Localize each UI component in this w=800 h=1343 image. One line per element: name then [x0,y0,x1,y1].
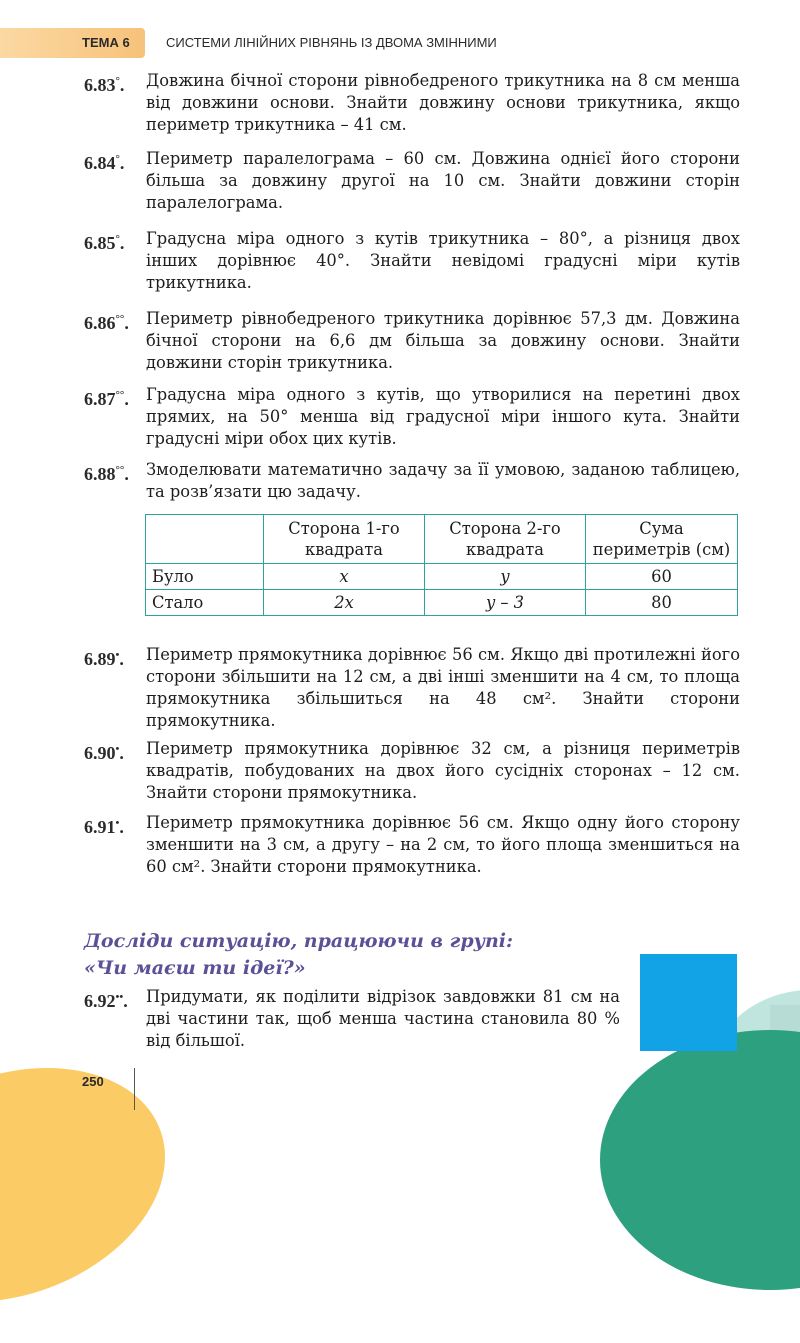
problem-6-84: 6.84°. Периметр паралелограма – 60 см. Довжина однієї його сторони більша за довжину другої на 10 см. Знайти довжини сторін паралелограма. [84,149,740,212]
difficulty-mark: • [115,743,120,755]
research-heading-line2: «Чи маєш ти ідеї?» [84,957,306,979]
header-title: СИСТЕМИ ЛІНІЙНИХ РІВНЯНЬ ІЗ ДВОМА ЗМІННИМИ [166,35,497,50]
problem-number: 6.87 [84,389,116,409]
problem-6-83: 6.83°. Довжина бічної сторони рівнобедреного трикутника на 8 см менша від довжини основи. Знайти довжину основи трикутника, якщо периметр трикутника – 41 см. [84,71,740,134]
difficulty-mark: • [115,817,120,829]
problem-text: Периметр прямокутника дорівнює 56 см. Якщо одну його сторону зменшити на 3 см, а другу – на 2 см, то його площа зменшиться на 60 см². Знайти сторони прямокутника. [146,813,740,876]
problem-text: Придумати, як поділити відрізок завдовжки 81 см на дві частини так, щоб менша частина становила 80 % від більшої. [146,987,620,1050]
problem-6-90: 6.90•. Периметр прямокутника дорівнює 32 см, а різниця периметрів квадратів, побудованих на двох його сусідніх сторонах – 12 см. Знайти сторони прямокутника. [84,739,740,802]
page-number-divider [134,1068,135,1110]
difficulty-mark: °° [115,464,125,476]
table-header-cell: Сторона 1-го квадрата [264,515,425,564]
problem-number: 6.84 [84,153,116,173]
problem-text: Периметр паралелограма – 60 см. Довжина однієї його сторони більша за довжину другої на 10 см. Знайти довжини сторін паралелограма. [146,149,740,212]
difficulty-mark: • [115,649,120,661]
problem-number: 6.90 [84,743,116,763]
difficulty-mark: ° [115,75,120,87]
problem-text: Довжина бічної сторони рівнобедреного трикутника на 8 см менша від довжини основи. Знайти довжину основи трикутника, якщо периметр трикутника – 41 см. [146,71,740,134]
problem-number: 6.92 [84,991,116,1011]
table-row [146,564,738,590]
problem-number: 6.83 [84,75,116,95]
difficulty-mark: ° [115,153,120,165]
table-header-cell: Сторона 2-го квадрата [425,515,586,564]
problem-number: 6.85 [84,233,116,253]
difficulty-mark: °° [115,313,125,325]
table-cell: 2x [264,590,425,616]
problem-text: Периметр прямокутника дорівнює 56 см. Якщо дві протилежні його сторони збільшити на 12 см, а дві інші зменшити на 4 см, то площа прямокутника збільшиться на 48 см². Знайти сторони прямокутника. [146,645,740,730]
problem-6-86: 6.86°°. Периметр рівнобедреного трикутника дорівнює 57,3 дм. Довжина бічної сторони на 6,6 дм більша за довжину основи. Знайти довжини сторін трикутника. [84,309,740,372]
problem-text: Градусна міра одного з кутів трикутника – 80°, а різниця двох інших дорівнює 40°. Знайти невідомі градусні міри кутів трикутника. [146,229,740,292]
header-topic: ТЕМА 6 [82,35,130,50]
table-cell: y [425,564,586,590]
table-header-row [146,515,738,564]
problem-number: 6.88 [84,464,116,484]
research-heading-line1: Досліди ситуацію, працюючи в групі: [84,930,514,952]
decorative-corner-green [600,1030,800,1290]
problem-text: Градусна міра одного з кутів, що утворилися на перетині двох прямих, на 50° менша від градусної міри іншого кута. Знайти градусні міри обох цих кутів. [146,385,740,448]
page-number: 250 [82,1074,104,1089]
table-cell: Стало [146,590,264,616]
problem-6-87: 6.87°°. Градусна міра одного з кутів, що утворилися на перетині двох прямих, на 50° менша від градусної міри іншого кута. Знайти градусні міри обох цих кутів. [84,385,740,448]
difficulty-mark: °° [115,389,125,401]
research-heading [84,928,644,982]
difficulty-mark: ° [115,233,120,245]
problem-text: Змоделювати математично задачу за її умовою, заданою таблицею, та розв’язати цю задачу. [146,460,740,501]
problem-number: 6.89 [84,649,116,669]
difficulty-mark: •• [115,991,124,1003]
problem-text: Периметр прямокутника дорівнює 32 см, а різниця периметрів квадратів, побудованих на двох його сусідніх сторонах – 12 см. Знайти сторони прямокутника. [146,739,740,802]
problem-6-88: 6.88°°. Змоделювати математично задачу за її умовою, заданою таблицею, та розв’язати цю задачу. [84,460,740,501]
table-cell: y – 3 [425,590,586,616]
problem-number: 6.91 [84,817,116,837]
problem-6-88-table [145,514,738,616]
table-header-cell [146,515,264,564]
table-header-cell: Сума периметрів (см) [586,515,738,564]
problem-6-91: 6.91•. Периметр прямокутника дорівнює 56 см. Якщо одну його сторону зменшити на 3 см, а другу – на 2 см, то його площа зменшиться на 60 см². Знайти сторони прямокутника. [84,813,740,876]
problem-6-85: 6.85°. Градусна міра одного з кутів трикутника – 80°, а різниця двох інших дорівнює 40°. Знайти невідомі градусні міри кутів трикутника. [84,229,740,292]
table-cell: Було [146,564,264,590]
table-row [146,590,738,616]
problem-number: 6.86 [84,313,116,333]
table-cell: 80 [586,590,738,616]
problem-6-89: 6.89•. Периметр прямокутника дорівнює 56 см. Якщо дві протилежні його сторони збільшити на 12 см, а дві інші зменшити на 4 см, то площа прямокутника збільшиться на 48 см². Знайти сторони прямокутника. [84,645,740,730]
table-cell: 60 [586,564,738,590]
problem-6-92: 6.92••. Придумати, як поділити відрізок завдовжки 81 см на дві частини так, щоб менша частина становила 80 % від більшої. [84,987,620,1050]
group-work-box [640,954,737,1051]
table-cell: x [264,564,425,590]
problem-text: Периметр рівнобедреного трикутника дорівнює 57,3 дм. Довжина бічної сторони на 6,6 дм більша за довжину основи. Знайти довжини сторін трикутника. [146,309,740,372]
